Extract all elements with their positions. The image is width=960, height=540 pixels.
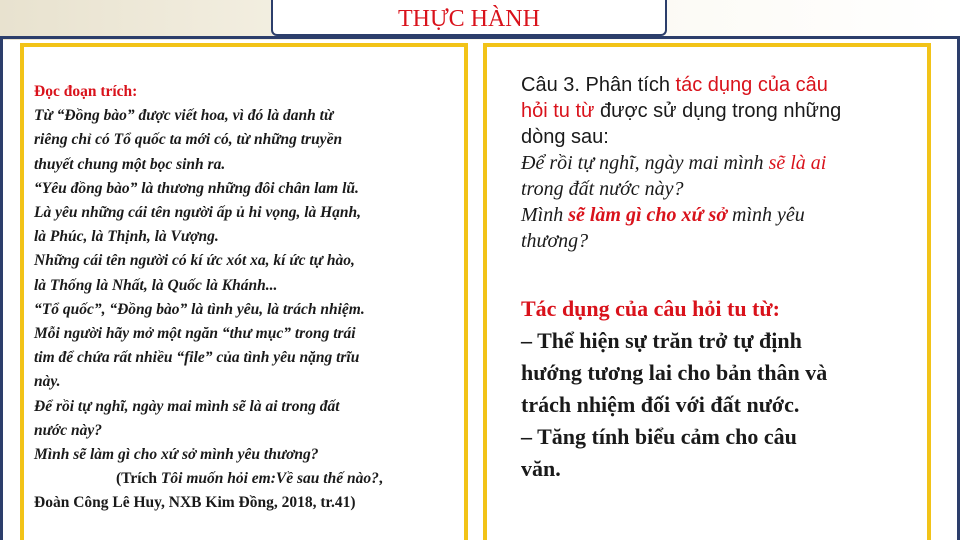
question-line	[521, 72, 931, 98]
quoted-text: Mình	[521, 204, 569, 226]
excerpt-line: Từ “Đồng bào” được viết hoa, vì đó là danh từ	[34, 107, 334, 125]
excerpt-line: Mỗi người hãy mở một ngăn “thư mục” trong trái	[34, 325, 356, 343]
quoted-highlight: sẽ làm gì cho xứ sở	[568, 204, 728, 226]
excerpt-line: “Yêu đồng bào” là thương những đôi chân lam lũ.	[34, 179, 359, 197]
question-line: dòng sau:	[521, 126, 609, 148]
answer-text	[521, 293, 931, 485]
answer-line: trách nhiệm đối với đất nước.	[521, 392, 800, 417]
excerpt-line: riêng chỉ có Tổ quốc ta mới có, từ những truyền	[34, 131, 343, 149]
answer-heading: Tác dụng của câu hỏi tu từ:	[521, 296, 780, 321]
question-text-part: được sử dụng trong những	[594, 100, 842, 122]
excerpt-line: Mình sẽ làm gì cho xứ sở mình yêu thương?	[34, 446, 319, 464]
answer-line: – Thể hiện sự trăn trở tự định	[521, 328, 802, 353]
quoted-line: trong đất nước này?	[521, 178, 684, 200]
quoted-text: Để rồi tự nghĩ, ngày mai mình	[521, 152, 769, 174]
quoted-line	[521, 150, 931, 176]
excerpt-line: Là yêu những cái tên người ấp ủ hi vọng, là Hạnh,	[34, 204, 362, 222]
excerpt-text	[34, 80, 464, 516]
excerpt-line: “Tổ quốc”, “Đồng bào” là tình yêu, là trách nhiệm.	[34, 300, 365, 318]
answer-line: hướng tương lai cho bản thân và	[521, 360, 828, 385]
question-line	[521, 98, 931, 124]
excerpt-line: này.	[34, 373, 61, 391]
title-box	[271, 0, 667, 36]
answer-line: – Tăng tính biểu cảm cho câu	[521, 424, 797, 449]
excerpt-line: tim để chứa rất nhiều “file” của tình yêu nặng trĩu	[34, 349, 360, 367]
excerpt-line: Để rồi tự nghĩ, ngày mai mình sẽ là ai trong đất	[34, 397, 340, 415]
excerpt-line: là Phúc, là Thịnh, là Vượng.	[34, 228, 219, 246]
excerpt-heading: Đọc đoạn trích:	[34, 83, 138, 100]
citation-line-1	[34, 467, 464, 491]
quoted-text: mình yêu	[727, 204, 805, 226]
quoted-line	[521, 202, 931, 228]
question-text	[521, 72, 931, 254]
excerpt-line: thuyết chung một bọc sinh ra.	[34, 155, 226, 173]
question-panel	[483, 43, 931, 540]
quoted-line: thương?	[521, 230, 589, 252]
question-highlight: hỏi tu từ	[521, 100, 595, 122]
excerpt-line: Những cái tên người có kí ức xót xa, kí ức tự hào,	[34, 252, 355, 270]
excerpt-panel	[20, 43, 468, 540]
answer-line: văn.	[521, 456, 561, 481]
excerpt-line: nước này?	[34, 421, 102, 439]
question-label: Câu 3. Phân tích	[521, 74, 676, 96]
question-highlight: tác dụng của câu	[675, 74, 828, 96]
citation-work-title: Tôi muốn hỏi em:Về sau thế nào?	[160, 470, 379, 488]
quoted-highlight: sẽ là ai	[768, 152, 827, 174]
slide-title: THỰC HÀNH	[398, 6, 540, 32]
excerpt-line: là Thống là Nhất, là Quốc là Khánh...	[34, 276, 278, 294]
citation-line-2: Đoàn Công Lê Huy, NXB Kim Đồng, 2018, tr.41)	[34, 494, 356, 512]
citation-prefix: (Trích	[116, 470, 161, 488]
citation-suffix: ,	[378, 470, 383, 488]
